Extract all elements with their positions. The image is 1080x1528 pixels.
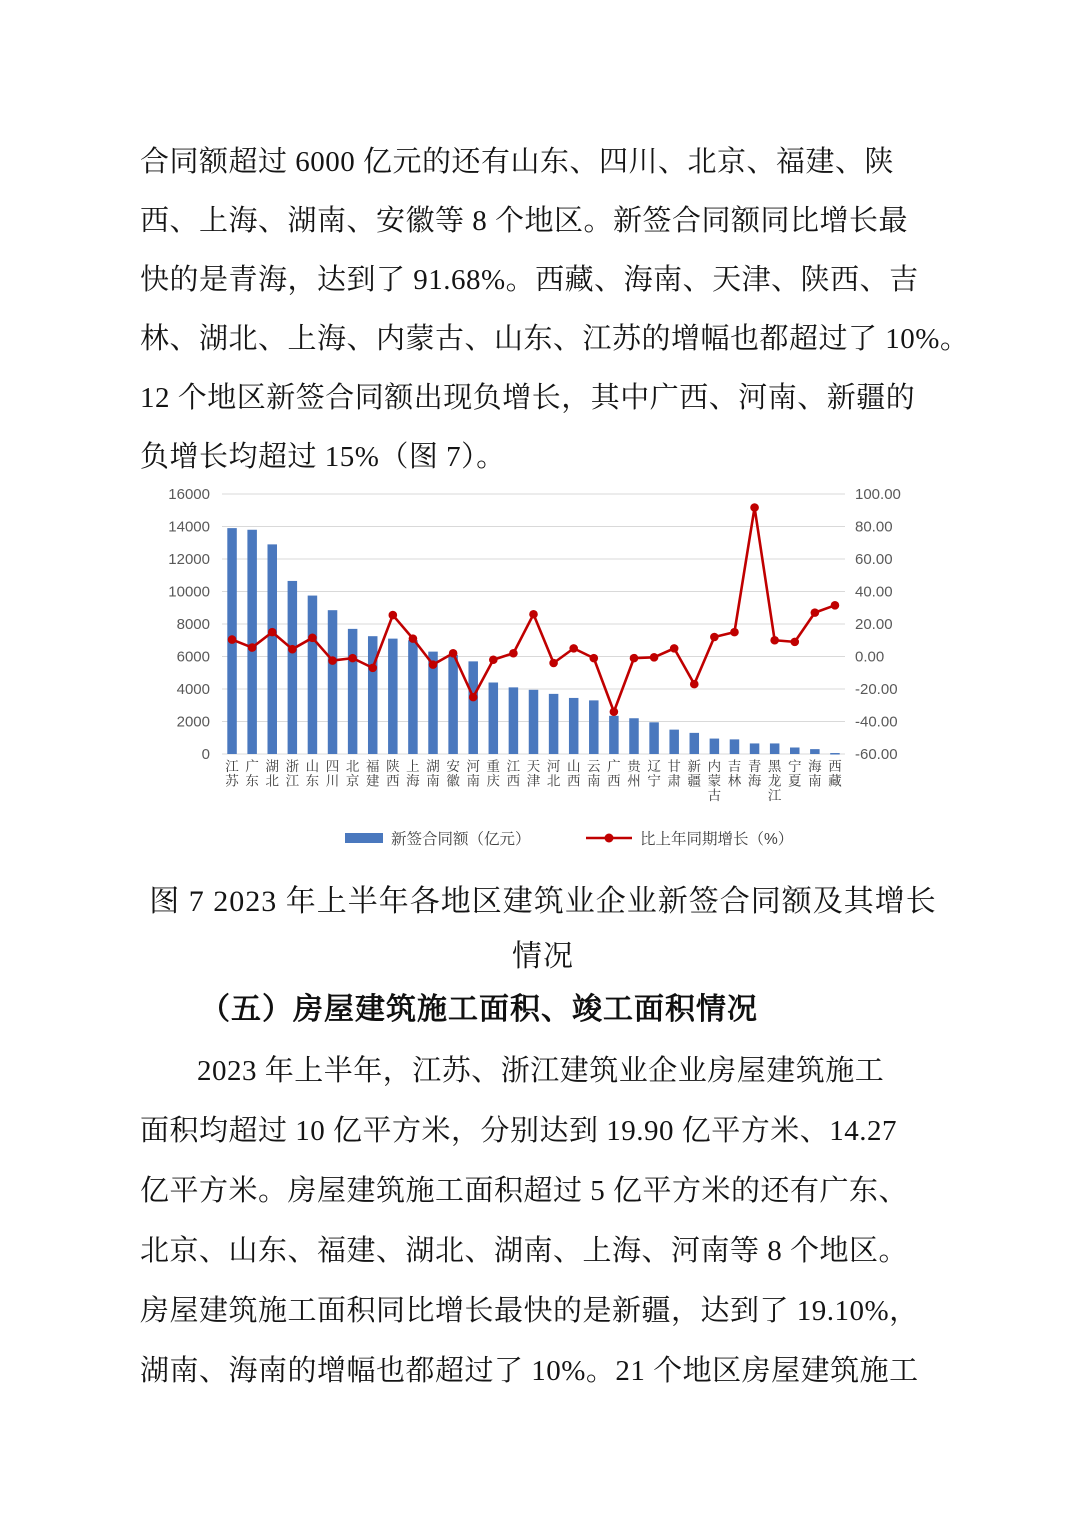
line-point [368,664,377,673]
line-point [449,649,458,658]
x-axis-label: 广西 [607,759,621,789]
paragraph-bottom [140,1041,946,1401]
text-line: 西、上海、湖南、安徽等 8 个地区。新签合同额同比增长最 [140,205,909,237]
bar [308,596,318,754]
text-line: 负增长均超过 15%（图 7）。 [140,441,506,473]
bar [569,698,579,754]
x-axis-label: 西藏 [828,759,842,789]
line-point [690,680,699,689]
bar [448,655,458,754]
bar [408,640,418,754]
x-axis-label: 宁夏 [788,759,802,789]
right-axis-tick: 60.00 [855,551,893,568]
text-line: 湖南、海南的增幅也都超过了 10%。21 个地区房屋建筑施工 [140,1355,919,1387]
bar [589,700,599,754]
bar [649,722,659,754]
line-point [469,693,478,702]
bar [267,544,277,754]
line-point [228,635,237,644]
line-point [569,644,578,653]
x-axis-label: 天津 [526,759,541,789]
line-point [409,634,418,643]
left-axis-labels [168,486,210,763]
line-point [248,643,257,652]
line-point [328,656,337,665]
line-point [288,645,297,654]
right-axis-labels [855,486,901,763]
x-axis-label: 安徽 [446,759,460,789]
x-axis-label: 山东 [305,759,320,789]
line-point [268,628,277,637]
x-axis-labels [225,758,842,803]
bar [790,748,800,755]
x-axis-label: 云南 [587,759,601,789]
line-point [348,654,357,663]
figure-caption-line2: 情况 [512,940,574,973]
legend-bar-swatch [345,833,383,843]
text-line: 12 个地区新签合同额出现负增长，其中广西、河南、新疆的 [140,382,916,414]
bar [348,629,358,754]
x-axis-label: 湖北 [265,759,279,789]
line-point [610,707,619,716]
line-point [589,654,598,663]
text-line: 北京、山东、福建、湖北、湖南、上海、河南等 8 个地区。 [140,1235,909,1267]
left-axis-tick: 8000 [176,616,210,633]
x-axis-label: 广东 [245,759,259,789]
text-line: 快的是青海，达到了 91.68%。西藏、海南、天津、陕西、吉 [140,264,919,296]
bar [388,639,398,754]
text-line: 房屋建筑施工面积同比增长最快的是新疆，达到了 19.10%， [140,1295,919,1327]
paragraph-top [140,133,970,487]
figure-7-chart [140,478,930,866]
x-axis-label: 辽宁 [647,759,661,789]
left-axis-tick: 12000 [168,551,210,568]
right-axis-tick: 100.00 [855,486,901,503]
line-point [389,611,398,620]
x-axis-label: 青海 [747,759,762,789]
chart-legend [345,829,793,848]
left-axis-tick: 10000 [168,583,210,601]
text-line: 林、湖北、上海、内蒙古、山东、江苏的增幅也都超过了 10%。 [140,323,970,355]
x-axis-label: 新疆 [687,759,702,789]
line-point [750,503,759,512]
x-axis-label: 吉林 [727,759,742,789]
text-line: 合同额超过 6000 亿元的还有山东、四川、北京、福建、陕 [140,146,895,178]
line-point [811,608,820,617]
left-axis-tick: 0 [201,746,210,763]
line-point [489,655,498,664]
text-line: 2023 年上半年，江苏、浙江建筑业企业房屋建筑施工 [197,1055,885,1087]
x-axis-label: 四川 [325,759,340,789]
x-axis-label: 黑龙江 [767,759,782,803]
section-heading: （五）房屋建筑施工面积、竣工面积情况 [200,993,758,1026]
line-point [730,628,739,637]
x-axis-label: 江苏 [225,759,239,789]
x-axis-label: 陕西 [386,759,400,789]
growth-line [228,503,840,716]
bar [830,753,840,755]
x-axis-label: 贵州 [627,759,641,789]
bar [669,730,679,754]
line-point [308,634,317,643]
bar [489,683,499,755]
bars [227,528,839,754]
line-point [710,633,719,642]
x-axis-label: 上海 [406,759,420,789]
bar [247,530,257,754]
right-axis-tick: 40.00 [855,583,893,601]
line-point [790,638,799,647]
x-axis-label: 重庆 [486,759,501,789]
x-axis-label: 山西 [566,759,581,789]
bar [810,749,820,754]
x-axis-label: 江西 [506,759,521,789]
line-point [831,601,840,610]
line-point [630,654,639,663]
line-point [429,660,438,669]
bar [288,581,298,754]
x-axis-label: 河北 [546,759,561,789]
x-axis-label: 北京 [345,759,360,789]
x-axis-label: 湖南 [426,759,440,789]
x-axis-label: 福建 [365,759,380,789]
text-line: 亿平方米。房屋建筑施工面积超过 5 亿平方米的还有广东、 [140,1175,909,1207]
bar [629,718,639,754]
line-point [509,649,518,658]
x-axis-label: 河南 [466,759,480,789]
text-line: 面积均超过 10 亿平方米，分别达到 19.90 亿平方米、14.27 [140,1115,898,1147]
line-point [549,659,558,668]
legend-line-label: 比上年同期增长（%） [640,831,794,848]
legend-line-marker [605,834,614,843]
figure-caption-line1: 图 7 2023 年上半年各地区建筑业企业新签合同额及其增长 [149,885,937,918]
bar [529,690,539,754]
line-point [529,610,538,619]
bar [750,743,760,754]
bar [730,739,740,754]
bar [468,661,478,754]
line-point [770,636,779,645]
bar [509,687,518,754]
bar [549,694,559,754]
bar [770,743,780,754]
left-axis-tick: 14000 [168,518,210,536]
x-axis-label: 甘肃 [667,759,681,789]
x-axis-label: 海南 [808,759,822,789]
growth-polyline [232,508,835,712]
legend-bar-label: 新签合同额（亿元） [391,831,531,848]
bar [710,739,720,754]
right-axis-tick: 20.00 [855,616,893,633]
left-axis-tick: 16000 [168,486,210,503]
x-axis-label: 内蒙古 [707,759,722,803]
right-axis-tick: -40.00 [855,713,898,731]
left-axis-tick: 2000 [176,713,210,731]
bar [609,716,619,754]
combo-chart [140,478,930,866]
right-axis-tick: -60.00 [855,746,898,763]
right-axis-tick: 0.00 [855,648,885,666]
figure-caption [140,874,946,984]
right-axis-tick: -20.00 [855,681,898,698]
left-axis-tick: 6000 [176,648,210,666]
left-axis-tick: 4000 [176,681,210,698]
bar [690,733,700,754]
x-axis-label: 浙江 [285,759,300,789]
line-point [650,653,659,662]
line-point [670,644,679,653]
bar [328,610,338,754]
right-axis-tick: 80.00 [855,518,893,536]
bar [368,636,378,754]
